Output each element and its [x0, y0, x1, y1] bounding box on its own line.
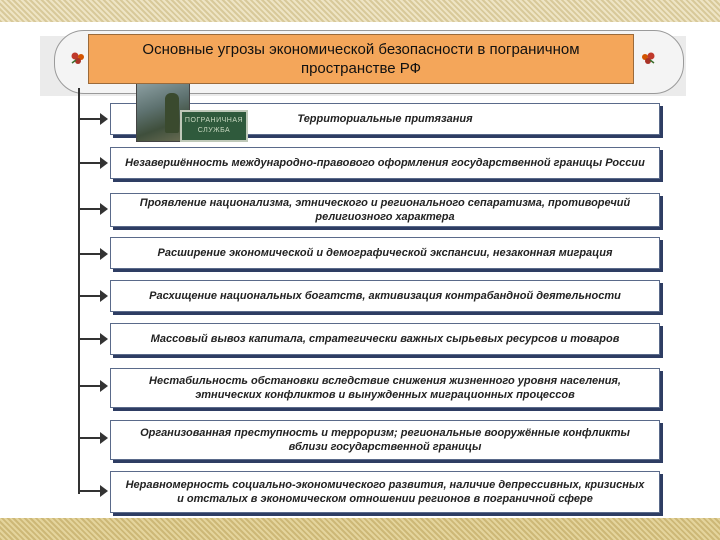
threat-label: Расхищение национальных богатств, активизация контрабандной деятельности — [149, 290, 621, 302]
threat-label: Неравномерность социально-экономического развития, наличие депрессивных, кризисных и отсталых в экономическом отношении регионов в пограничной сфере — [125, 479, 645, 505]
guard-figure — [165, 93, 179, 133]
connector-arrow — [80, 253, 104, 255]
threat-label: Организованная преступность и терроризм; региональные вооружённые конфликты вблизи государственной границы — [140, 427, 630, 453]
diagram-title-text: Основные угрозы экономической безопасности в пограничном пространстве РФ — [142, 41, 580, 77]
threat-box-7 — [110, 368, 660, 408]
threat-box-8 — [110, 420, 660, 460]
connector-arrow — [80, 208, 104, 210]
connector-spine — [78, 88, 80, 494]
threat-label: Территориальные притязания — [297, 113, 473, 125]
threat-box-6 — [110, 323, 660, 355]
border-service-sign — [180, 110, 248, 142]
threat-label: Расширение экономической и демографической экспансии, незаконная миграция — [157, 247, 613, 259]
sign-line-1: ПОГРАНИЧНАЯ — [184, 117, 244, 124]
threat-box-3 — [110, 193, 660, 227]
top-decor-band — [0, 0, 720, 22]
left-flower-icon — [70, 50, 86, 66]
connector-arrow — [80, 295, 104, 297]
threat-box-9 — [110, 471, 660, 513]
connector-arrow — [80, 118, 104, 120]
threat-label: Массовый вывоз капитала, стратегически важных сырьевых ресурсов и товаров — [150, 333, 620, 345]
connector-arrow — [80, 338, 104, 340]
sign-line-2: СЛУЖБА — [197, 127, 231, 134]
threat-label: Незавершённость международно-правового оформления государственной границы России — [125, 157, 645, 169]
threat-box-2 — [110, 147, 660, 179]
connector-arrow — [80, 437, 104, 439]
right-flower-icon — [640, 50, 656, 66]
threat-box-5 — [110, 280, 660, 312]
connector-arrow — [80, 162, 104, 164]
threat-box-4 — [110, 237, 660, 269]
bottom-decor-band — [0, 518, 720, 540]
threat-label: Нестабильность обстановки вследствие снижения жизненного уровня населения, этнических конфликтов и вынужденных миграционных процессов — [149, 375, 621, 401]
connector-arrow — [80, 490, 104, 492]
connector-arrow — [80, 385, 104, 387]
diagram-title — [88, 34, 634, 84]
threat-label: Проявление национализма, этнического и регионального сепаратизма, противоречий религиозного характера — [139, 197, 631, 223]
